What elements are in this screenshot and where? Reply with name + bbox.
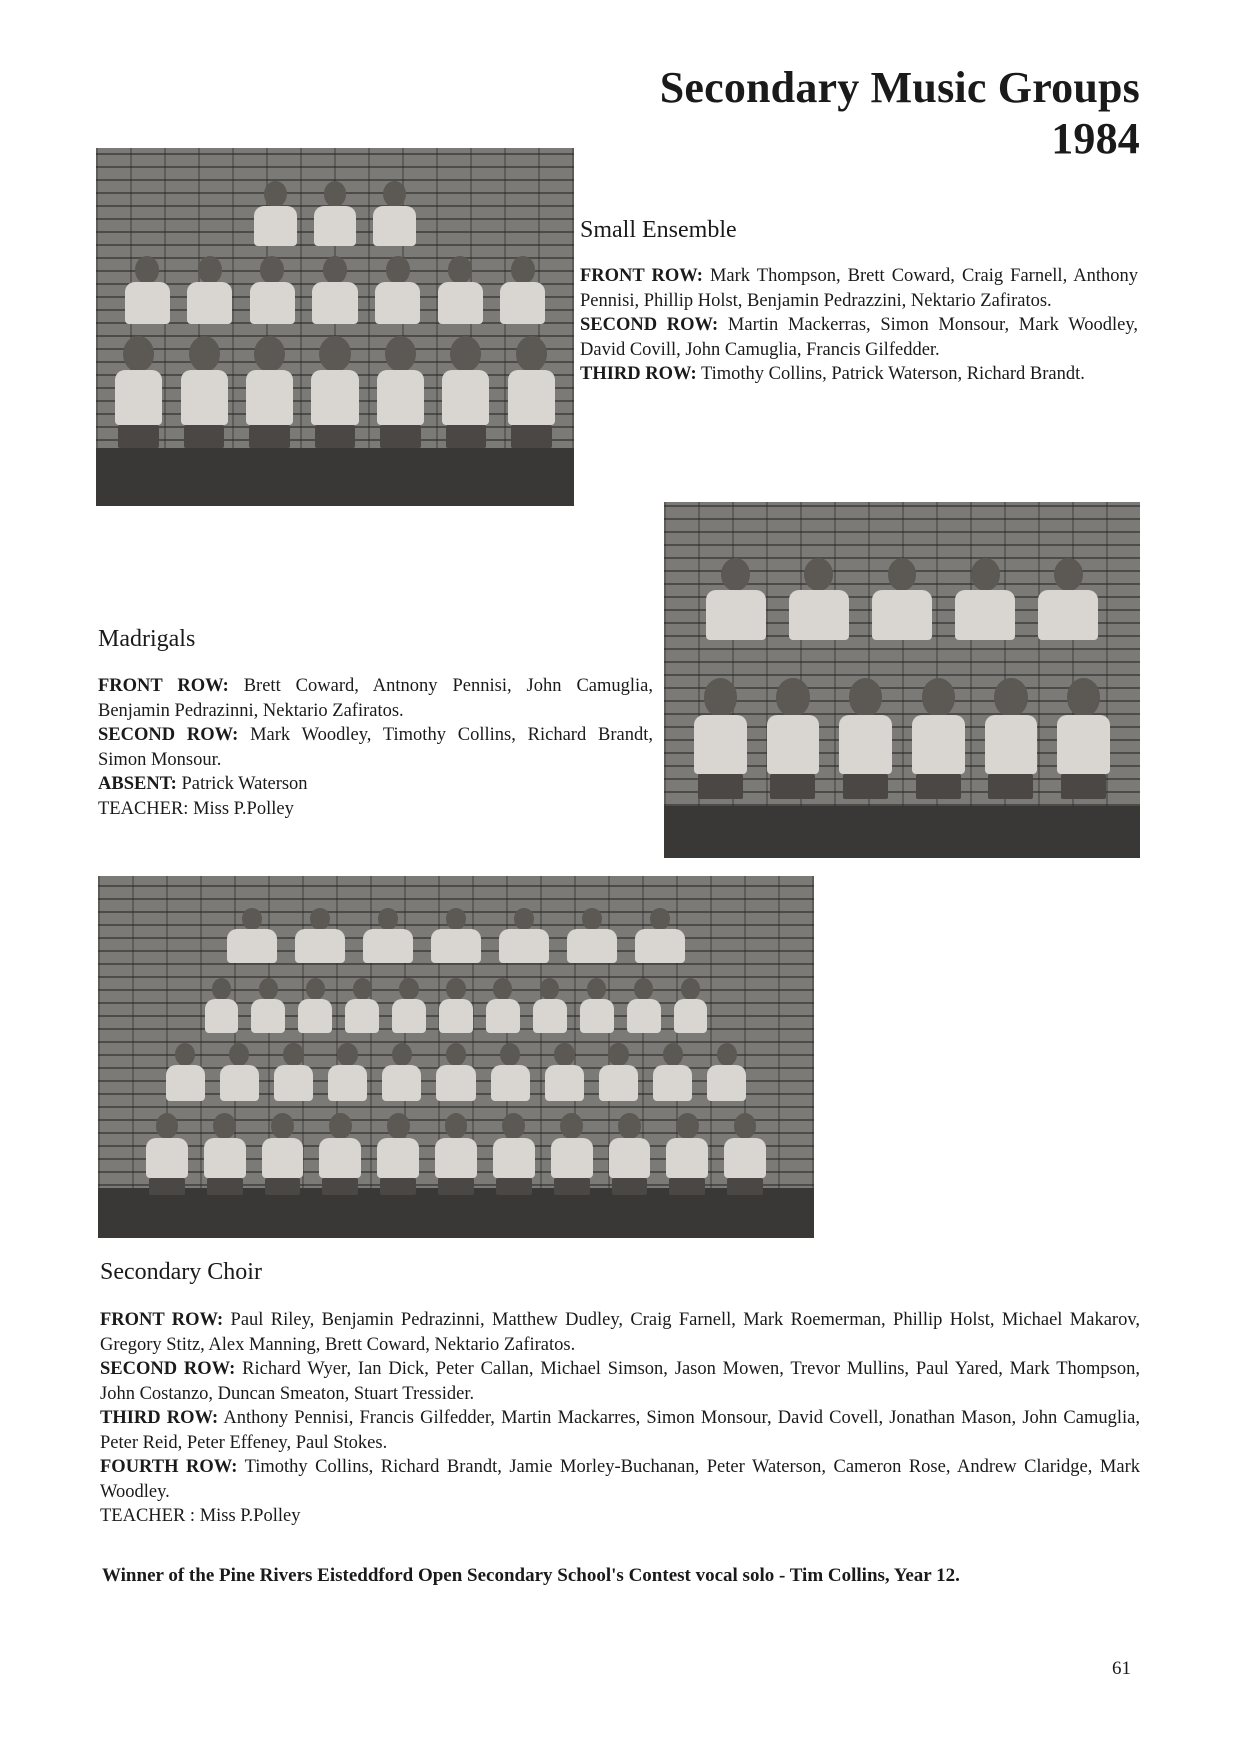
secondary-choir-front-row: FRONT ROW: Paul Riley, Benjamin Pedrazinni, Matthew Dudley, Craig Farnell, Mark Roemerman, Phillip Holst, Michael Makarov, Gregory Stitz, Alex Manning, Brett Coward, Nektario Zafiratos. — [100, 1310, 1140, 1355]
photo-figure — [489, 1113, 539, 1208]
photo-figure — [503, 336, 559, 466]
winner-note: Winner of the Pine Rivers Eisteddford Open Secondary School's Contest vocal solo - Tim Collins, Year 12. — [102, 1565, 960, 1586]
secondary-choir-third-row: THIRD ROW: Anthony Pennisi, Francis Gilfedder, Martin Mackarres, Simon Monsour, David Covell, Jonathan Mason, John Camuglia, Peter Reid, Peter Effeney, Paul Stokes. — [100, 1408, 1140, 1453]
photo-figure — [762, 678, 824, 818]
photo-figure — [200, 1113, 250, 1208]
photo-figure — [241, 336, 297, 466]
photo-figure — [866, 558, 938, 678]
photo-figure — [949, 558, 1021, 678]
photo-figure — [373, 1113, 423, 1208]
small-ensemble-front-row: FRONT ROW: Mark Thompson, Brett Coward, Craig Farnell, Anthony Pennisi, Phillip Holst, Benjamin Pedrazzini, Nektario Zafiratos. — [580, 266, 1139, 311]
page-number: 61 — [1112, 1658, 1131, 1679]
photo-figure — [563, 908, 621, 988]
small-ensemble-caption — [580, 264, 1138, 387]
photo-figure — [980, 678, 1042, 818]
madrigals-heading: Madrigals — [98, 626, 196, 652]
photo-figure — [631, 908, 689, 988]
photo-figure — [111, 336, 167, 466]
photo-figure — [223, 908, 281, 988]
photo-figure — [907, 678, 969, 818]
secondary-choir-photo — [98, 876, 814, 1238]
madrigals-teacher: TEACHER: Miss P.Polley — [98, 798, 294, 819]
secondary-choir-second-row: SECOND ROW: Richard Wyer, Ian Dick, Peter Callan, Michael Simson, Jason Mowen, Trevor Mullins, Paul Yared, Mark Thompson, John Costanzo, Duncan Smeaton, Stuart Tressider. — [100, 1359, 1140, 1404]
photo-figure — [258, 1113, 308, 1208]
madrigals-photo — [664, 502, 1140, 858]
photo-figure — [720, 1113, 770, 1208]
page-title: Secondary Music Groups 1984 — [659, 63, 1140, 163]
secondary-choir-teacher: TEACHER : Miss P.Polley — [100, 1506, 301, 1526]
photo-figure — [547, 1113, 597, 1208]
small-ensemble-second-row: SECOND ROW: Martin Mackerras, Simon Monsour, Mark Woodley, David Covill, John Camuglia, Francis Gilfedder. — [580, 315, 1139, 360]
photo-figure — [359, 908, 417, 988]
photo-figure — [427, 908, 485, 988]
secondary-choir-heading: Secondary Choir — [100, 1259, 262, 1285]
small-ensemble-heading: Small Ensemble — [580, 217, 737, 243]
madrigals-absent: ABSENT: Patrick Waterson — [98, 774, 308, 794]
photo-figure — [495, 908, 553, 988]
photo-figure — [1052, 678, 1114, 818]
photo-figure — [605, 1113, 655, 1208]
photo-figure — [316, 1113, 366, 1208]
photo-figure — [783, 558, 855, 678]
photo-figure — [291, 908, 349, 988]
madrigals-front-row: FRONT ROW: Brett Coward, Antnony Pennisi, John Camuglia, Benjamin Pedrazinni, Nektario Zafiratos. — [98, 676, 653, 721]
photo-figure — [834, 678, 896, 818]
madrigals-caption — [98, 674, 653, 821]
madrigals-second-row: SECOND ROW: Mark Woodley, Timothy Collins, Richard Brandt, Simon Monsour. — [98, 725, 653, 770]
photo-figure — [307, 336, 363, 466]
secondary-choir-fourth-row: FOURTH ROW: Timothy Collins, Richard Brandt, Jamie Morley-Buchanan, Peter Waterson, Cameron Rose, Andrew Claridge, Mark Woodley. — [100, 1457, 1140, 1502]
photo-figure — [700, 558, 772, 678]
photo-figure — [1033, 558, 1105, 678]
small-ensemble-third-row: THIRD ROW: Timothy Collins, Patrick Waterson, Richard Brandt. — [580, 364, 1085, 384]
photo-figure — [431, 1113, 481, 1208]
secondary-choir-caption — [100, 1308, 1140, 1529]
photo-figure — [372, 336, 428, 466]
photo-figure — [438, 336, 494, 466]
photo-figure — [662, 1113, 712, 1208]
small-ensemble-photo — [96, 148, 574, 506]
photo-figure — [689, 678, 751, 818]
photo-figure — [142, 1113, 192, 1208]
photo-figure — [176, 336, 232, 466]
